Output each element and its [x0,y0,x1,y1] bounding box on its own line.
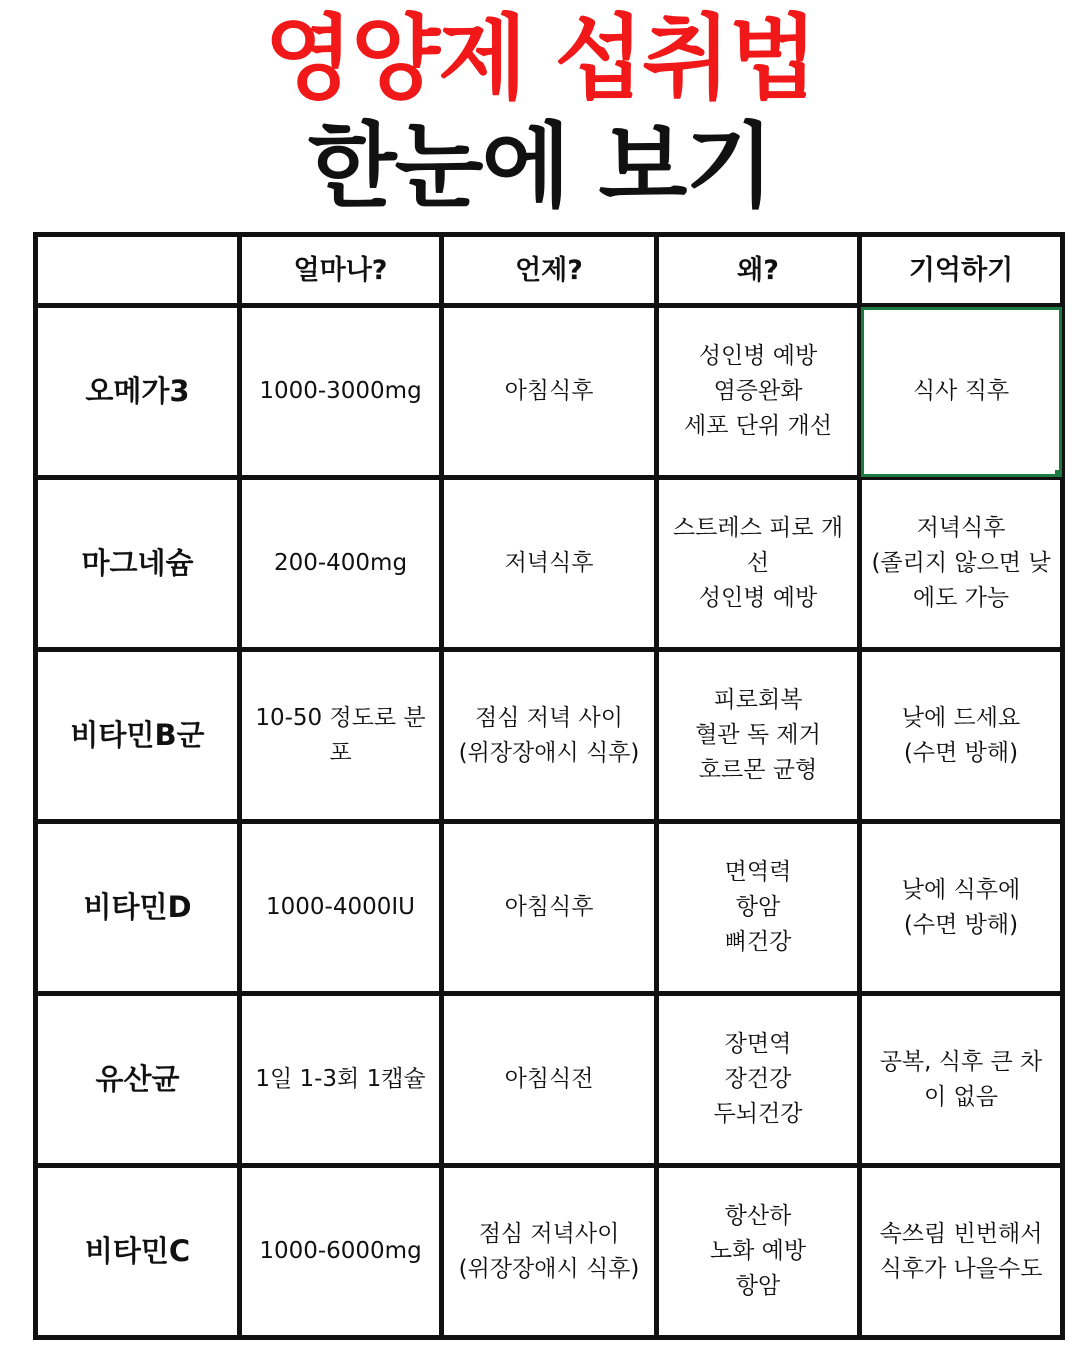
table-row [36,822,1063,994]
cell-remember[interactable] [860,994,1063,1166]
cell-text: 1일 1-3회 1캡슐 [255,1066,426,1092]
table-row [36,1166,1063,1338]
selected-cell[interactable] [860,306,1063,478]
table-row [36,306,1063,478]
cell-when[interactable] [442,478,657,650]
cell-remember[interactable] [860,822,1063,994]
cell-text: 아침식후 [504,378,594,404]
cell-when[interactable] [442,650,657,822]
cell-why[interactable] [657,650,860,822]
cell-when[interactable] [442,306,657,478]
row-header-cell[interactable] [36,1166,240,1338]
cell-text: 속쓰림 빈번해서 식후가 나을수도 [879,1220,1043,1282]
row-header-cell[interactable] [36,478,240,650]
supplement-table [33,232,1065,1340]
cell-amount[interactable] [240,994,442,1166]
cell-text: 점심 저녁사이 (위장장애시 식후) [458,1220,640,1282]
cell-text: 항산하 노화 예방 항암 [709,1203,807,1299]
cell-amount[interactable] [240,1166,442,1338]
header-row [36,235,1063,306]
cell-why[interactable] [657,478,860,650]
cell-text: 스트레스 피로 개 선 성인병 예방 [672,515,844,611]
cell-text: 200-400mg [273,550,408,576]
cell-why[interactable] [657,306,860,478]
cell-text: 아침식전 [504,1066,594,1092]
cell-text: 오메가3 [85,374,190,408]
table-row [36,478,1063,650]
cell-text: 장면역 장건강 두뇌건강 [713,1031,803,1127]
cell-text: 점심 저녁 사이 (위장장애시 식후) [458,704,640,766]
cell-when[interactable] [442,822,657,994]
row-header-cell[interactable] [36,306,240,478]
row-header-cell[interactable] [36,650,240,822]
cell-why[interactable] [657,994,860,1166]
cell-text: 공복, 식후 큰 차 이 없음 [879,1048,1043,1110]
cell-why[interactable] [657,822,860,994]
cell-text: 낮에 식후에 (수면 방해) [901,876,1021,938]
header-amount: 얼마나? [240,235,442,306]
header-why: 왜? [657,235,860,306]
cell-remember[interactable] [860,1166,1063,1338]
cell-text: 1000-4000IU [266,894,415,920]
cell-text: 10-50 정도로 분 포 [255,704,426,766]
cell-text: 1000-3000mg [259,378,422,404]
header-blank [36,235,240,306]
cell-text: 피로회복 혈관 독 제거 호르몬 균형 [695,687,821,783]
cell-text: 아침식후 [504,894,594,920]
cell-text: 성인병 예방 염증완화 세포 단위 개선 [684,343,832,439]
cell-text: 유산균 [95,1062,180,1096]
cell-text: 1000-6000mg [259,1238,422,1264]
title-line-2: 한눈에 보기 [307,113,773,220]
cell-amount[interactable] [240,478,442,650]
cell-when[interactable] [442,994,657,1166]
cell-text: 비타민B군 [70,718,205,752]
cell-amount[interactable] [240,650,442,822]
cell-text: 마그네슘 [81,546,194,580]
table-row [36,994,1063,1166]
cell-amount[interactable] [240,306,442,478]
cell-text: 비타민D [83,890,192,924]
cell-why[interactable] [657,1166,860,1338]
row-header-cell[interactable] [36,822,240,994]
header-remember: 기억하기 [860,235,1063,306]
cell-remember[interactable] [860,650,1063,822]
cell-text: 비타민C [84,1234,191,1268]
cell-amount[interactable] [240,822,442,994]
cell-remember[interactable] [860,478,1063,650]
cell-text: 면역력 항암 뼈건강 [724,859,792,955]
cell-text: 낮에 드세요 (수면 방해) [901,704,1021,766]
table-row [36,650,1063,822]
cell-text: 식사 직후 [912,378,1010,404]
cell-when[interactable] [442,1166,657,1338]
fill-handle[interactable] [1055,470,1063,478]
title-line-1: 영양제 섭취법 [264,5,816,112]
header-when: 언제? [442,235,657,306]
row-header-cell[interactable] [36,994,240,1166]
cell-text: 저녁식후 (졸리지 않으면 낮 에도 가능 [871,515,1051,611]
cell-text: 저녁식후 [504,550,594,576]
